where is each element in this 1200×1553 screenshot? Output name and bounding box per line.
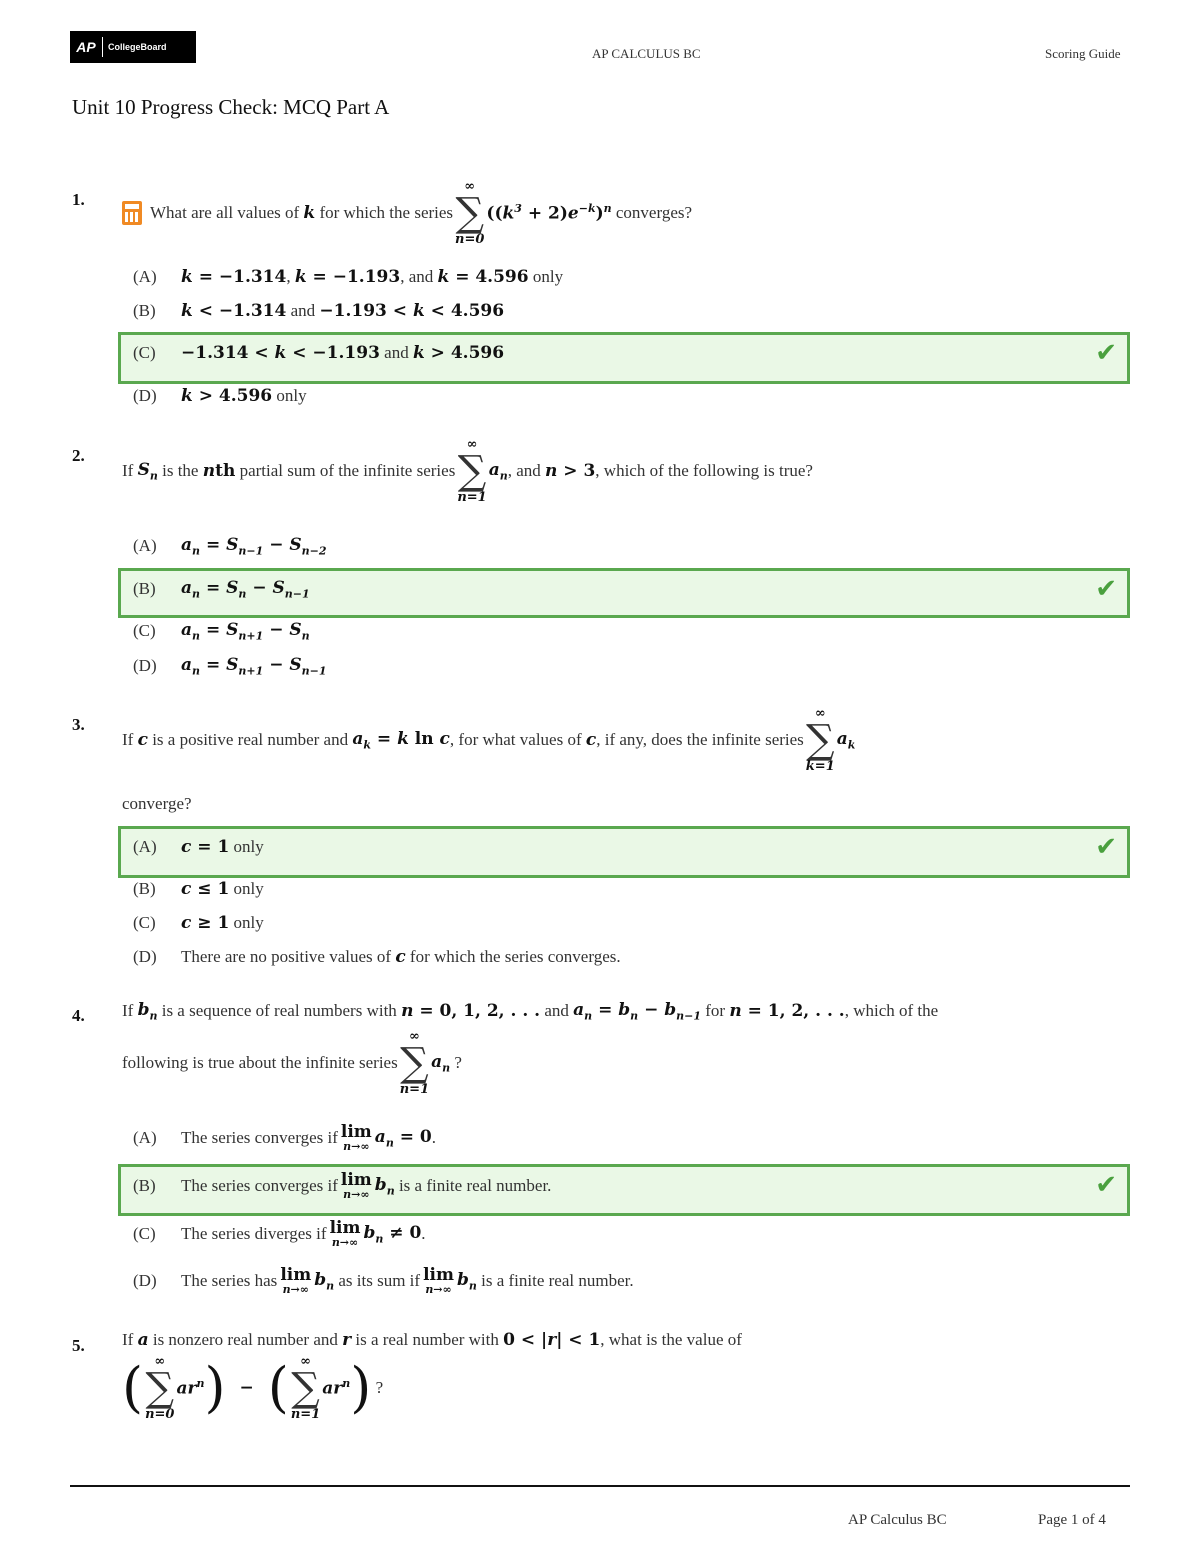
checkmark-icon: ✔ xyxy=(1095,1170,1117,1200)
option-text: The series converges if xyxy=(181,1176,338,1195)
checkmark-icon: ✔ xyxy=(1095,832,1117,862)
q1-text-c: converges? xyxy=(615,203,693,222)
q5-text-e: ? xyxy=(375,1378,384,1397)
math-expr: k = −1.314 xyxy=(181,267,287,287)
option-suffix: only xyxy=(233,913,264,932)
option-text: for which the series converges. xyxy=(409,947,621,966)
math-expr: k = 4.596 xyxy=(437,267,529,287)
q2-text-a: If xyxy=(122,461,134,480)
q2-option-a[interactable] xyxy=(133,531,327,561)
option-suffix: only xyxy=(532,267,564,286)
math-n-range: n = 0, 1, 2, . . . xyxy=(401,1001,541,1022)
math-expr: c ≥ 1 xyxy=(181,913,230,933)
sigma-sum: ∞ ∑ n=1 xyxy=(457,437,487,505)
page-title: Unit 10 Progress Check: MCQ Part A xyxy=(72,95,390,119)
question-2-number: 2. xyxy=(72,446,85,465)
q3-text-a: If xyxy=(122,730,134,749)
option-text: The series diverges if xyxy=(181,1224,327,1243)
q3-option-d[interactable] xyxy=(133,942,621,972)
calculator-icon xyxy=(122,201,142,225)
sigma-sum: ∞ ∑ k=1 xyxy=(805,706,835,774)
q4-option-a[interactable]: (A) The series converges if lim n→∞ $a_n = 0$ . xyxy=(133,1122,436,1153)
math-nth: nth xyxy=(202,461,236,481)
math-expr: k > 4.596 xyxy=(181,386,273,406)
math-k: k xyxy=(303,203,316,223)
math-expr: $a_n = S_n - S_{n-1}$ xyxy=(181,577,310,601)
option-label: (B) xyxy=(133,301,156,320)
option-text: is a finite real number. xyxy=(398,1176,552,1195)
q2-option-d[interactable] xyxy=(133,651,327,681)
q1-option-b[interactable] xyxy=(133,296,504,326)
option-text: There are no positive values of xyxy=(181,947,392,966)
paren-left: ( xyxy=(122,1356,144,1419)
option-label: (B) xyxy=(133,579,156,598)
sigma-sum: ∞ ∑ n=1 xyxy=(290,1354,321,1422)
q4-option-c[interactable]: (C) The series diverges if lim n→∞ $b_n \ne 0$ . xyxy=(133,1218,426,1249)
option-label: (C) xyxy=(133,343,156,362)
option-label: (D) xyxy=(133,656,157,675)
q1-option-a[interactable] xyxy=(133,262,563,292)
math-expr: −1.314 < k < −1.193 xyxy=(181,343,380,363)
q3-correct-answer-box xyxy=(118,826,1130,878)
q2-option-b[interactable] xyxy=(133,574,310,604)
q2-option-c[interactable] xyxy=(133,616,310,646)
sigma-sum: ∞ ∑ n=1 xyxy=(399,1029,430,1097)
question-5-text xyxy=(122,1330,742,1350)
conjunction: , and xyxy=(400,267,434,286)
math-expr: k > 4.596 xyxy=(412,343,505,363)
q2-text-d: , and xyxy=(507,461,541,480)
math-ar-n: $ar^n$ xyxy=(322,1377,351,1399)
q5-text-b: is nonzero real number and xyxy=(152,1330,338,1349)
option-suffix: only xyxy=(233,879,264,898)
option-label: (C) xyxy=(133,913,156,932)
q4-option-d[interactable] xyxy=(133,1261,634,1301)
option-label: (D) xyxy=(133,1271,157,1290)
q1-option-d[interactable] xyxy=(133,381,307,411)
math-expr: c ≤ 1 xyxy=(181,879,230,899)
q1-text-a: What are all values of xyxy=(150,203,300,222)
question-5-number: 5. xyxy=(72,1336,85,1355)
ap-collegeboard-logo xyxy=(70,31,196,63)
math-expr: $a_n = S_{n+1} - S_n$ xyxy=(181,619,310,643)
q1-text-b: for which the series xyxy=(319,203,454,222)
option-label: (B) xyxy=(133,1176,156,1195)
footer-course: AP Calculus BC xyxy=(848,1512,947,1528)
q4-text-f: following is true about the infinite series xyxy=(122,1053,398,1072)
collegeboard-logo-text: CollegeBoard xyxy=(108,42,167,52)
question-1-number: 1. xyxy=(72,190,85,209)
q3-option-a[interactable] xyxy=(133,832,264,862)
question-2-text xyxy=(122,438,813,504)
q3-option-c[interactable] xyxy=(133,908,264,938)
q4-text-c: and xyxy=(544,1001,569,1021)
question-4-text-line2 xyxy=(122,1030,462,1096)
question-1-text xyxy=(122,180,692,246)
conjunction: and xyxy=(290,301,316,320)
ap-logo-text: AP xyxy=(76,39,96,55)
math-bn: $b_n$ xyxy=(137,1000,158,1023)
math-an: $a_n$ xyxy=(431,1051,451,1075)
math-expr: $b_n$ xyxy=(314,1269,335,1293)
option-text: The series has xyxy=(181,1271,278,1290)
math-expr: $b_n \ne 0$ xyxy=(363,1222,422,1246)
math-a: a xyxy=(137,1330,149,1350)
header-course: AP CALCULUS BC xyxy=(592,46,701,61)
paren-right: ) xyxy=(204,1356,226,1419)
footer-divider xyxy=(70,1485,1130,1487)
limit-operator: lim n→∞ xyxy=(329,1218,361,1249)
header-scoring-guide: Scoring Guide xyxy=(1045,46,1121,61)
math-expr: $a_n = S_{n+1} - S_{n-1}$ xyxy=(181,654,327,678)
question-4-number: 4. xyxy=(72,1006,85,1025)
math-expr: $b_n$ xyxy=(374,1174,395,1198)
q4-text-g: ? xyxy=(454,1053,462,1072)
math-c: c xyxy=(395,947,406,967)
limit-operator: lim n→∞ xyxy=(423,1265,454,1296)
math-expr: $b_n$ xyxy=(456,1269,477,1293)
option-text: as its sum if xyxy=(338,1271,421,1290)
footer-page-number: Page 1 of 4 xyxy=(1038,1512,1106,1528)
sigma-sum: ∞ ∑ n=0 xyxy=(145,1354,175,1422)
math-c: c xyxy=(585,730,597,750)
math-n-gt-3: n > 3 xyxy=(545,461,596,481)
math-ar-n: $ar^n$ xyxy=(176,1377,205,1399)
punct: , xyxy=(286,267,291,286)
q3-text-b: is a positive real number and xyxy=(152,730,349,749)
question-3-number: 3. xyxy=(72,715,85,734)
math-r-range: 0 < |r| < 1 xyxy=(503,1330,601,1350)
q5-text-a: If xyxy=(122,1330,134,1349)
paren-left: ( xyxy=(267,1356,289,1419)
q4-text-a: If xyxy=(122,1001,134,1021)
limit-operator: lim n→∞ xyxy=(340,1170,372,1201)
question-5-expression xyxy=(122,1355,383,1421)
option-suffix: only xyxy=(233,837,264,856)
sigma-sum: ∞ ∑ n=0 xyxy=(455,179,485,247)
q3-text-c: , for what values of xyxy=(449,730,582,749)
option-suffix: only xyxy=(276,386,307,405)
math-ak: $a_k = k$ ln c xyxy=(352,728,450,752)
option-label: (A) xyxy=(133,1128,157,1147)
math-expr: −1.193 < k < 4.596 xyxy=(319,301,505,321)
math-expr: c = 1 xyxy=(181,837,230,857)
option-label: (D) xyxy=(133,386,157,405)
minus-sign: − xyxy=(239,1378,254,1398)
q3-text-continued: converge? xyxy=(122,794,192,813)
math-expr: k < −1.314 xyxy=(181,301,287,321)
limit-operator: lim n→∞ xyxy=(340,1122,372,1153)
paren-right: ) xyxy=(350,1356,372,1419)
option-label: (A) xyxy=(133,267,157,286)
option-label: (A) xyxy=(133,536,157,555)
question-3-text xyxy=(122,707,855,773)
math-series-term: $((k^3 + 2)e^{-k})^n$ xyxy=(486,202,612,224)
checkmark-icon: ✔ xyxy=(1095,574,1117,604)
option-label: (B) xyxy=(133,879,156,898)
q4-text-d: for xyxy=(705,1001,726,1021)
option-label: (A) xyxy=(133,837,157,856)
q4-text-b: is a sequence of real numbers with xyxy=(161,1001,397,1021)
q4-option-b[interactable] xyxy=(133,1166,551,1206)
q5-text-d: , what is the value of xyxy=(600,1330,742,1349)
checkmark-icon: ✔ xyxy=(1095,338,1117,368)
option-label: (C) xyxy=(133,1224,156,1243)
option-text: is a finite real number. xyxy=(481,1271,634,1290)
q3-text-d: , if any, does the infinite series xyxy=(596,730,804,749)
math-r: r xyxy=(342,1330,352,1350)
q2-text-c: partial sum of the infinite series xyxy=(239,461,456,480)
math-Sn: $S_n$ xyxy=(137,459,158,483)
math-an-def: $a_n = b_n - b_{n-1}$ xyxy=(573,1000,702,1023)
math-expr: k = −1.193 xyxy=(294,267,401,287)
option-label: (D) xyxy=(133,947,157,966)
limit-operator: lim n→∞ xyxy=(280,1265,312,1296)
logo-divider xyxy=(102,37,103,57)
q4-text-e: , which of the xyxy=(844,1001,939,1021)
math-c: c xyxy=(137,730,148,750)
conjunction: and xyxy=(384,343,409,362)
math-an: $a_n$ xyxy=(488,459,508,483)
math-expr: $a_n = S_{n-1} - S_{n-2}$ xyxy=(181,534,327,558)
q2-text-e: , which of the following is true? xyxy=(595,461,813,480)
q1-option-c[interactable] xyxy=(133,338,504,368)
option-label: (C) xyxy=(133,621,156,640)
q2-text-b: is the xyxy=(162,461,199,480)
math-ak-term: $a_k$ xyxy=(836,728,856,752)
q3-option-b[interactable] xyxy=(133,874,264,904)
math-expr: $a_n = 0$ xyxy=(374,1126,432,1150)
question-4-text xyxy=(122,1000,938,1022)
q5-text-c: is a real number with xyxy=(355,1330,499,1349)
math-n-range: n = 1, 2, . . . xyxy=(729,1001,845,1022)
option-text: The series converges if xyxy=(181,1128,338,1147)
